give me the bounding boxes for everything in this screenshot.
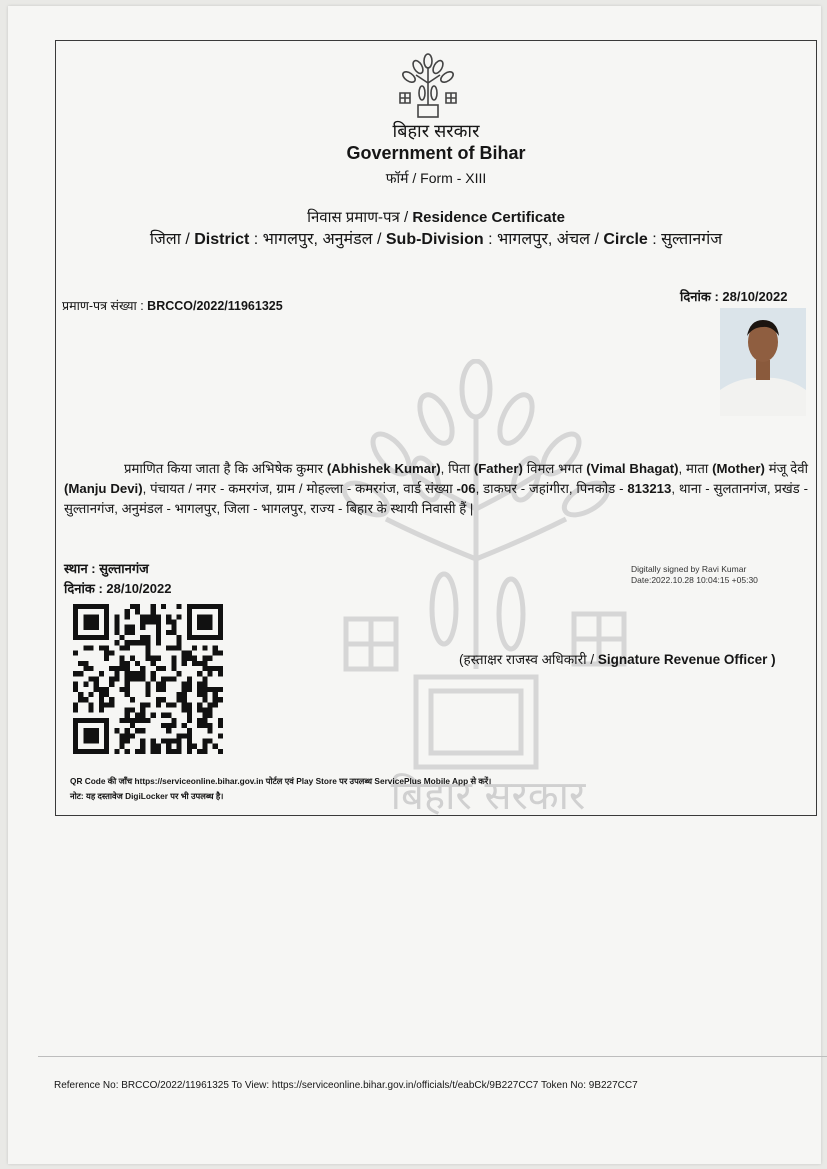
footer-divider <box>38 1056 827 1057</box>
digital-signature: Digitally signed by Ravi Kumar Date:2022.10.28 10:04:15 +05:30 <box>631 564 758 585</box>
certificate-title-hindi: निवास प्रमाण-पत्र / <box>307 209 413 226</box>
bihar-emblem-icon <box>396 53 460 119</box>
watermark-text: बिहार सरकार <box>390 773 586 819</box>
certificate-body: प्रमाणित किया जाता है कि अभिषेक कुमार (Abhishek Kumar), पिता (Father) विमल भगत (Vimal Bhagat), माता (Mother) मंजू देवी (Manju Devi), पंचायत / नगर - कमरगंज, ग्राम / मोहल्ला - कमरगंज, वार्ड संख्या -06, डाकघर - जहांगीरा, पिनकोड - 813213, थाना - सुलतानगंज, प्रखंड - सुल्तानगंज, अनुमंडल - भागलपुर, जिला - भागलपुर, राज्य - बिहार के स्थायी निवासी हैं | <box>64 461 809 516</box>
footer-date: दिनांक : 28/10/2022 <box>64 581 172 596</box>
certificate-number: प्रमाण-पत्र संख्या : BRCCO/2022/11961325 <box>62 299 283 313</box>
certificate-title <box>56 207 816 227</box>
applicant-photo <box>720 308 806 416</box>
issue-date: दिनांक : 28/10/2022 <box>680 289 788 304</box>
qr-code <box>72 604 224 754</box>
district-line: जिला / District : भागलपुर, अनुमंडल / Sub-Division : भागलपुर, अंचल / Circle : सुल्तानगंज <box>149 231 723 248</box>
certificate-page <box>8 6 821 1164</box>
government-title: Government of Bihar <box>346 143 526 163</box>
place-of-issue: स्थान : सुल्तानगंज <box>64 561 149 576</box>
signature-officer: (हस्ताक्षर राजस्व अधिकारी / Signature Revenue Officer ) <box>459 652 776 667</box>
qr-verification-note: QR Code की जाँच https://serviceonline.bihar.gov.in पोर्टल एवं Play Store पर उपलब्ध ServicePlus Mobile App से करें। <box>70 776 492 786</box>
digilocker-note: नोट: यह दस्तावेज DigiLocker पर भी उपलब्ध है। <box>70 791 224 801</box>
bihar-emblem-watermark <box>326 359 656 819</box>
certificate-frame <box>55 40 817 819</box>
state-name-hindi: बिहार सरकार <box>392 121 480 141</box>
certificate-title-english: Residence Certificate <box>412 209 565 226</box>
reference-line: Reference No: BRCCO/2022/11961325 To View: https://serviceonline.bihar.gov.in/officials/t/eabCk/9B227CC7 Token No: 9B227CC7 <box>54 1080 638 1091</box>
form-number: फॉर्म / Form - XIII <box>385 170 487 186</box>
